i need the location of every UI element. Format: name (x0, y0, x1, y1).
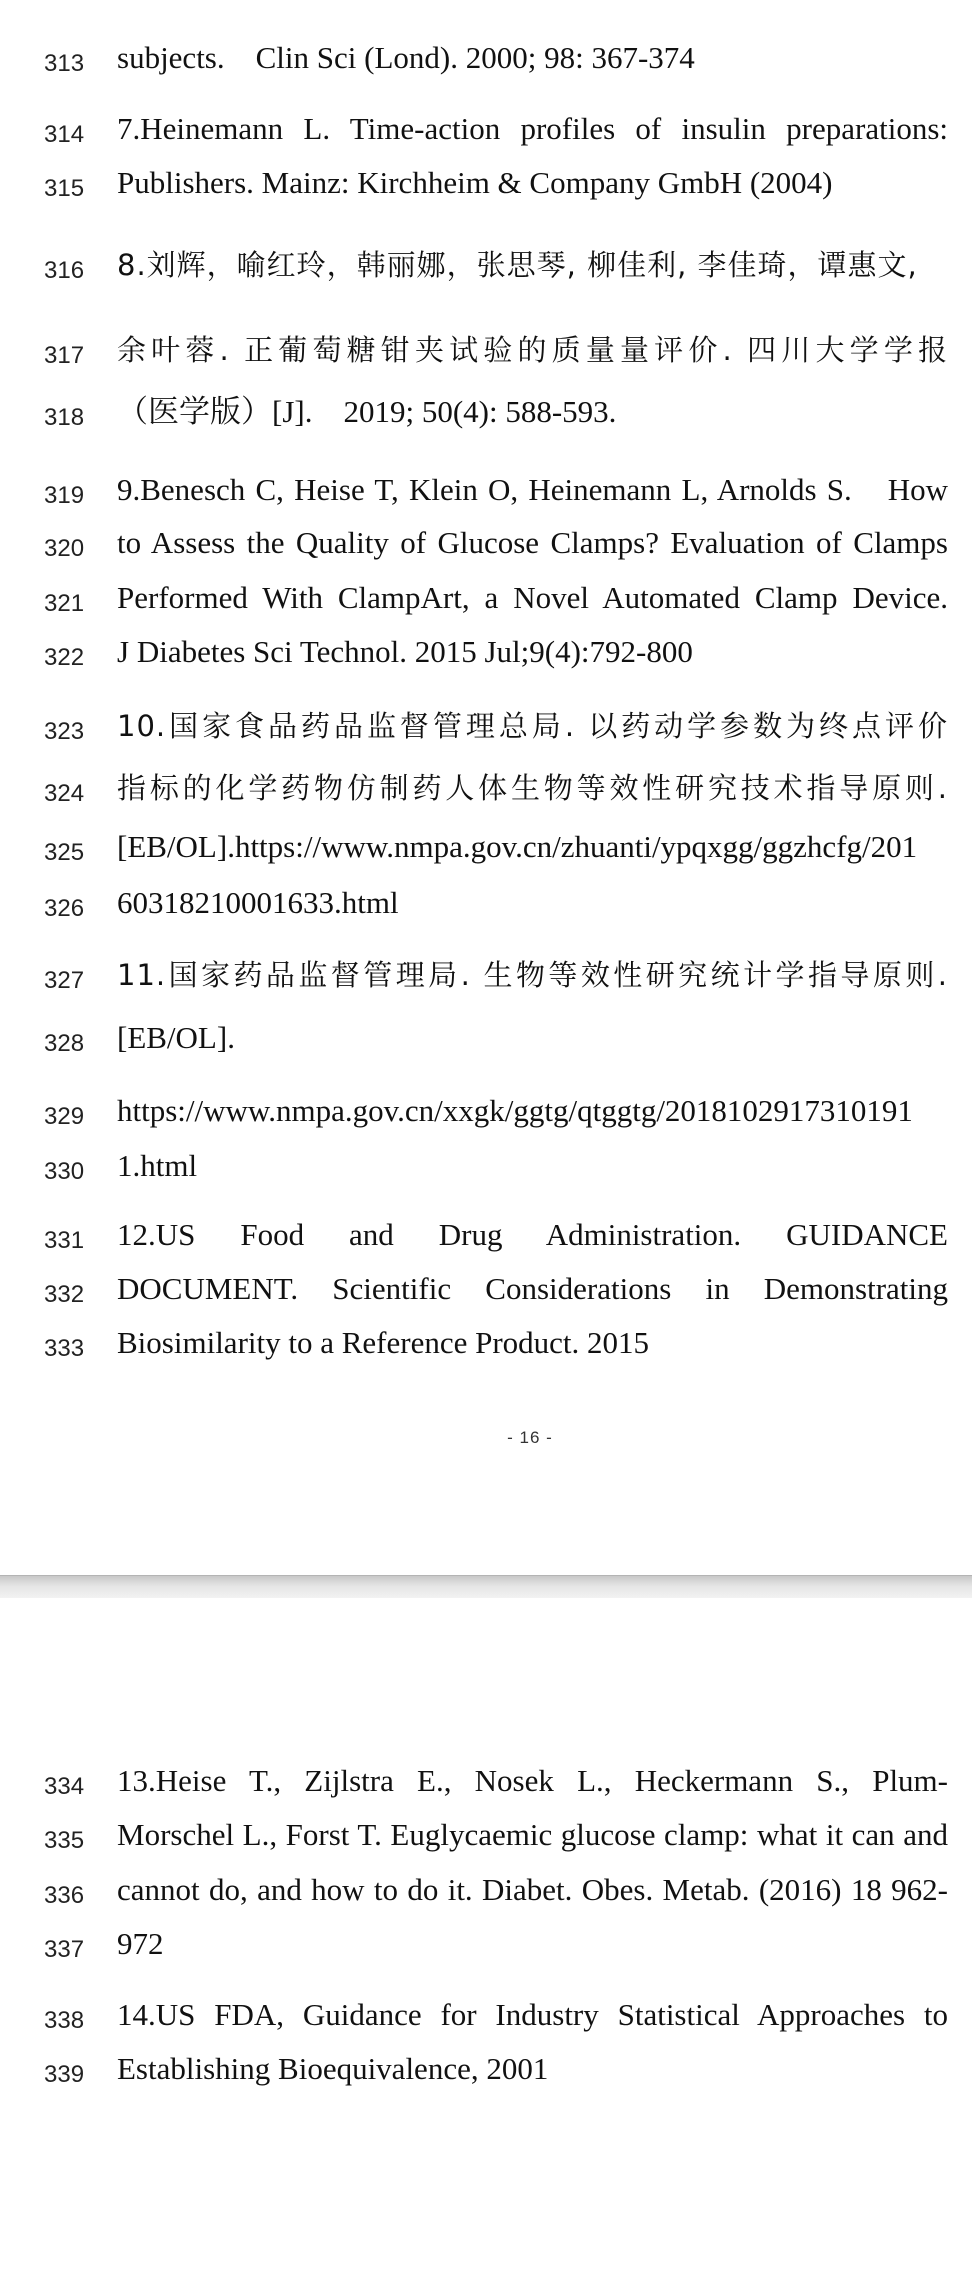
reference-line (0, 827, 972, 867)
reference-text: [EB/OL]. (117, 1020, 235, 1055)
reference-line (0, 768, 972, 808)
line-number: 336 (44, 1882, 85, 1909)
reference-text: 972 (117, 1926, 164, 1961)
reference-line (0, 1146, 972, 1186)
reference-line (0, 470, 972, 510)
reference-line (0, 1995, 972, 2035)
reference-text: 1.html (117, 1148, 198, 1183)
line-number: 326 (44, 895, 85, 922)
line-number: 332 (44, 1281, 85, 1308)
reference-text: 9.Benesch C, Heise T, Klein O, Heinemann L, Arnolds S. How (117, 472, 948, 507)
reference-text: 12.US Food and Drug Administration. GUIDANCE (117, 1217, 948, 1252)
reference-line (0, 632, 972, 672)
reference-line (0, 245, 972, 285)
line-number: 320 (44, 535, 85, 562)
reference-line (0, 38, 972, 78)
reference-text: [EB/OL].https://www.nmpa.gov.cn/zhuanti/ypqxgg/ggzhcfg/201 (117, 829, 918, 864)
line-number: 314 (44, 121, 85, 148)
reference-line (0, 883, 972, 923)
reference-line (0, 2049, 972, 2089)
line-number: 322 (44, 644, 85, 671)
reference-line (0, 1215, 972, 1255)
reference-text: https://www.nmpa.gov.cn/xxgk/ggtg/qtggtg/201810291731019​1 (117, 1093, 913, 1128)
line-number: 333 (44, 1335, 85, 1362)
reference-line (0, 163, 972, 203)
reference-text: Publishers. Mainz: Kirchheim & Company GmbH (2004) (117, 165, 833, 200)
reference-line (0, 330, 972, 370)
reference-text: 7.Heinemann L. Time-action profiles of insulin preparations: (117, 111, 948, 146)
reference-text: 11.国家药品监督管理局. 生物等效性研究统计学指导原则. (117, 958, 948, 992)
line-number: 321 (44, 590, 85, 617)
reference-text: 10.国家食品药品监督管理总局. 以药动学参数为终点评价 (117, 709, 948, 743)
line-number: 325 (44, 839, 85, 866)
reference-text: DOCUMENT. Scientific Considerations in Demonstrating (117, 1271, 948, 1306)
reference-text: cannot do, and how to do it. Diabet. Obes. Metab. (2016) 18 962- (117, 1872, 948, 1907)
reference-text: （医学版）[J]. 2019; 50(4): 588-593. (117, 394, 617, 429)
line-number: 337 (44, 1936, 85, 1963)
reference-text: 指标的化学药物仿制药人体生物等效性研究技术指导原则. (117, 771, 948, 805)
line-number: 323 (44, 718, 85, 745)
page-separator (0, 1575, 972, 1599)
reference-line (0, 392, 972, 432)
reference-line (0, 109, 972, 149)
line-number: 338 (44, 2007, 85, 2034)
reference-text: Biosimilarity to a Reference Product. 2015 (117, 1325, 650, 1360)
reference-text: 13.Heise T., Zijlstra E., Nosek L., Heckermann S., Plum- (117, 1763, 948, 1798)
reference-line (0, 1761, 972, 1801)
line-number: 334 (44, 1773, 85, 1800)
line-number: 330 (44, 1158, 85, 1185)
reference-line (0, 706, 972, 746)
reference-text: 余叶蓉. 正葡萄糖钳夹试验的质量量评价. 四川大学学报 (117, 333, 948, 367)
reference-line (0, 1269, 972, 1309)
reference-line (0, 1323, 972, 1363)
line-number: 324 (44, 780, 85, 807)
line-number: 329 (44, 1103, 85, 1130)
reference-text: Performed With ClampArt, a Novel Automated Clamp Device. (117, 580, 948, 615)
reference-text: Morschel L., Forst T. Euglycaemic glucose clamp: what it can and (117, 1817, 948, 1852)
page-number: - 16 - (507, 1428, 553, 1447)
reference-line (0, 1091, 972, 1131)
reference-line (0, 1815, 972, 1855)
reference-line (0, 1924, 972, 1964)
reference-text: 8.刘辉，喻红玲，韩丽娜，张思琴, 柳佳利, 李佳琦，谭惠文, (117, 248, 918, 282)
reference-text: Establishing Bioequivalence, 2001 (117, 2051, 549, 2086)
reference-text: subjects. Clin Sci (Lond). 2000; 98: 367-374 (117, 40, 695, 75)
line-number: 313 (44, 50, 85, 77)
line-number: 318 (44, 404, 85, 431)
line-number: 316 (44, 257, 85, 284)
reference-line (0, 578, 972, 618)
reference-line (0, 1018, 972, 1058)
reference-text: 60318210001633.html (117, 885, 399, 920)
line-number: 331 (44, 1227, 85, 1254)
line-number: 335 (44, 1827, 85, 1854)
reference-text: J Diabetes Sci Technol. 2015 Jul;9(4):792-800 (117, 634, 693, 669)
reference-line (0, 1870, 972, 1910)
reference-text: 14.US FDA, Guidance for Industry Statistical Approaches to (117, 1997, 948, 2032)
line-number: 319 (44, 482, 85, 509)
line-number: 327 (44, 967, 85, 994)
reference-text: to Assess the Quality of Glucose Clamps? Evaluation of Clamps (117, 525, 948, 560)
line-number: 328 (44, 1030, 85, 1057)
line-number: 315 (44, 175, 85, 202)
reference-line (0, 955, 972, 995)
line-number: 317 (44, 342, 85, 369)
reference-line (0, 523, 972, 563)
document-page-17 (0, 1598, 972, 2290)
line-number: 339 (44, 2061, 85, 2088)
